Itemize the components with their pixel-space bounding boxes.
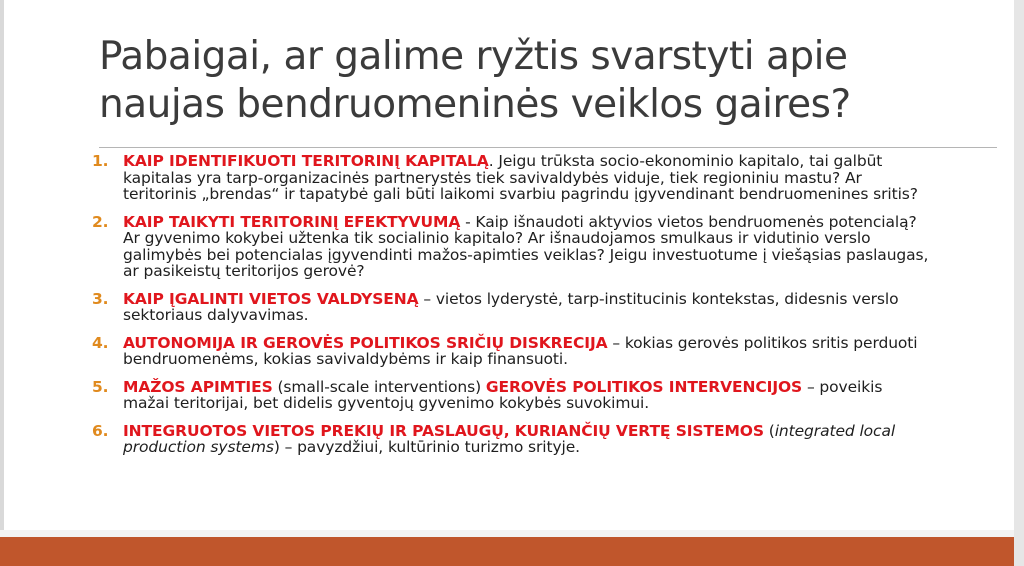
list-item-3 — [92, 291, 932, 324]
item-keyword: KAIP TAIKYTI TERITORINĮ EFEKTYVUMĄ — [123, 212, 461, 231]
question-list — [92, 153, 932, 467]
item-text-2: ) – pavyzdžiui, kultūrinio turizmo srityje. — [273, 438, 580, 456]
right-gutter — [1014, 0, 1024, 566]
item-text: (small-scale interventions) — [272, 377, 486, 396]
item-text: - Kaip išnaudoti aktyvios vietos bendruomenės potencialą? Ar gyvenimo kokybei užtenka tik socialinio kapitalo? Ar išnaudojamos smulkaus ir vidutinio verslo galimybės bei potencialas įgyvendinti mažos-apimties veiklas? Jeigu investuotume į viešąsias paslaugas, ar pasikeistų teritorijos gerovė? — [123, 212, 929, 280]
item-text: . Jeigu trūksta socio-ekonominio kapitalo, tai galbūt kapitalas yra tarp-organizacinės partnerystės tiek savivaldybės viduje, tiek regioniniu mastu? Ar teritorinis „brendas“ ir tapatybė gali būti laikomi svarbiu pagrindu įgyvendinant bendruomenines sritis? — [123, 152, 918, 203]
list-item-1 — [92, 153, 932, 203]
item-number: 3. — [92, 289, 109, 308]
item-number: 6. — [92, 421, 109, 440]
item-keyword: MAŽOS APIMTIES — [123, 377, 273, 396]
item-number: 2. — [92, 212, 109, 231]
item-keyword: KAIP IDENTIFIKUOTI TERITORINĮ KAPITALĄ — [123, 152, 489, 170]
footer-band — [0, 537, 1014, 566]
item-number: 4. — [92, 333, 109, 352]
list-item-4 — [92, 335, 932, 368]
title-divider — [99, 147, 997, 148]
item-number: 1. — [92, 152, 109, 170]
item-number: 5. — [92, 377, 109, 396]
item-text: ( — [763, 421, 775, 440]
item-keyword: INTEGRUOTOS VIETOS PREKIŲ IR PASLAUGŲ, KURIANČIŲ VERTĘ SISTEMOS — [123, 421, 764, 440]
item-keyword: AUTONOMIJA IR GEROVĖS POLITIKOS SRIČIŲ DISKRECIJA — [123, 333, 608, 352]
item-text: – kokias gerovės politikos sritis perduoti bendruomenėms, kokias savivaldybėms ir kaip finansuoti. — [123, 333, 918, 368]
list-item-5 — [92, 379, 932, 412]
slide — [4, 0, 1014, 530]
item-italic-text: integrated local production systems — [123, 421, 896, 456]
item-text-2: – poveikis mažai teritorijai, bet didelis gyventojų gyvenimo kokybės suvokimui. — [123, 377, 883, 412]
list-item-6 — [92, 423, 932, 456]
item-keyword: KAIP ĮGALINTI VIETOS VALDYSENĄ — [123, 289, 419, 308]
footer-gap — [0, 530, 1014, 537]
item-text: – vietos lyderystė, tarp-institucinis kontekstas, didesnis verslo sektoriaus dalyvavimas. — [123, 289, 899, 324]
slide-title: Pabaigai, ar galime ryžtis svarstyti apie naujas bendruomeninės veiklos gaires? — [99, 34, 851, 127]
item-keyword-2: GEROVĖS POLITIKOS INTERVENCIJOS — [485, 377, 803, 396]
list-item-2 — [92, 214, 932, 280]
